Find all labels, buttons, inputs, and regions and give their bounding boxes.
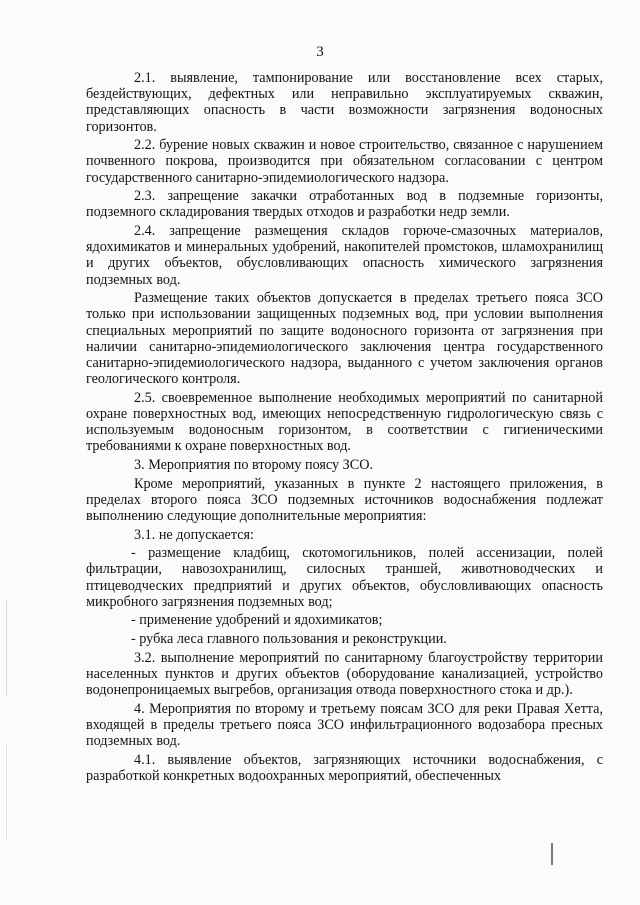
scan-artifact-left (6, 600, 7, 840)
list-item-fertilizers: - применение удобрений и ядохимикатов; (131, 612, 383, 629)
paragraph-2-1: 2.1. выявление, тампонирование или восстановление всех старых, бездействующих, дефектных или неправильно эксплуатируемых скважин, представляющих опасность в части возможности загрязнения водоносных горизонтов. (86, 70, 603, 135)
paragraph-3-2: 3.2. выполнение мероприятий по санитарному благоустройству территории населенных пунктов и других объектов (оборудование канализацией, устройство водонепроницаемых выгребов, организация отвода поверхностного стока и др.). (86, 649, 603, 698)
page-number: 3 (316, 44, 324, 60)
paragraph-2-2: 2.2. бурение новых скважин и новое строительство, связанное с нарушением почвенного покрова, производится при обязательном согласовании с центром государственного санитарно-эпидемиологического надзора. (86, 137, 603, 186)
paragraph-2-3: 2.3. запрещение закачки отработанных вод в подземные горизонты, подземного складирования твердых отходов и разработки недр земли. (86, 188, 603, 221)
list-item-cemeteries: - размещение кладбищ, скотомогильников, полей ассенизации, полей фильтрации, навозохранилищ, силосных траншей, животноводческих и птицеводческих предприятий и других объектов, обусловливающих опасность микробного загрязнения подземных вод; (86, 545, 603, 610)
list-item-logging: - рубка леса главного пользования и реконструкции. (131, 631, 447, 647)
section-heading-3: 3. Мероприятия по второму поясу ЗСО. (134, 457, 374, 474)
section-heading-4: 4. Мероприятия по второму и третьему поясам ЗСО для реки Правая Хетта, входящей в пределы третьего пояса ЗСО инфильтрационного водозабора пресных подземных вод. (86, 700, 603, 749)
document-body (86, 70, 603, 786)
paragraph-additional-measures: Кроме мероприятий, указанных в пункте 2 настоящего приложения, в пределах второго пояса ЗСО подземных источников водоснабжения подлежат выполнению следующие дополнительные мероприятия: (86, 475, 603, 525)
paragraph-3-1: 3.1. не допускается: (134, 526, 254, 543)
paragraph-2-5: 2.5. своевременное выполнение необходимых мероприятий по санитарной охране поверхностных вод, имеющих непосредственную гидрологическую связь с используемым водоносным горизонтом, в соответствии с гигиеническими требованиями к охране поверхностных вод. (86, 389, 603, 455)
scan-artifact-right (551, 843, 553, 865)
paragraph-4-1: 4.1. выявление объектов, загрязняющих источники водоснабжения, с разработкой конкретных водоохранных мероприятий, обеспеченных (86, 751, 603, 784)
paragraph-2-4: 2.4. запрещение размещения складов горюче-смазочных материалов, ядохимикатов и минеральных удобрений, накопителей промстоков, шламохранилищ и других объектов, обусловливающих опасность химического загрязнения подземных вод. (86, 223, 603, 288)
paragraph-placement-conditions: Размещение таких объектов допускается в пределах третьего пояса ЗСО только при использовании защищенных подземных вод, при условии выполнения специальных мероприятий по защите водоносного горизонта от загрязнения при наличии санитарно-эпидемиологического заключения центра государственного санитарно-эпидемиологического надзора, выданного с учетом заключения органов геологического контроля. (86, 290, 603, 388)
